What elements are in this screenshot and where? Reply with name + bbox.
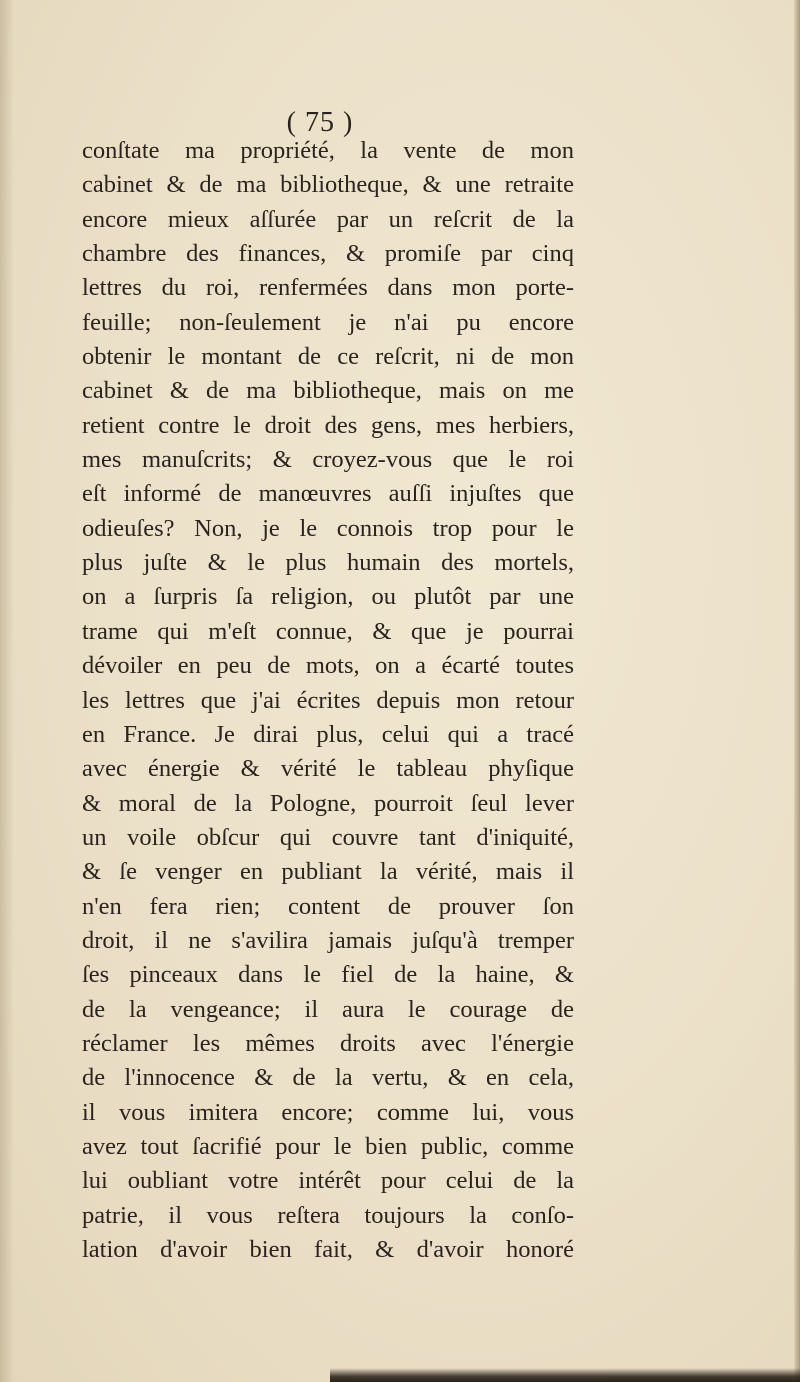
text-line: lui oubliant votre intérêt pour celui de la: [82, 1167, 574, 1195]
text-line: avec énergie & vérité le tableau phyſique: [82, 755, 574, 783]
text-line: odieuſes? Non, je le connois trop pour le: [82, 514, 574, 542]
text-line: il vous imitera encore; comme lui, vous: [82, 1098, 574, 1126]
page-bottom-edge: [330, 1368, 800, 1382]
text-line: en France. Je dirai plus, celui qui a tracé: [82, 720, 574, 748]
text-line: de la vengeance; il aura le courage de: [82, 995, 574, 1023]
text-line: trame qui m'eſt connue, & que je pourrai: [82, 617, 574, 645]
text-line: dévoiler en peu de mots, on a écarté toutes: [82, 652, 574, 680]
text-line: n'en fera rien; content de prouver ſon: [82, 892, 574, 920]
page-number: ( 75 ): [286, 107, 354, 138]
text-line: droit, il ne s'avilira jamais juſqu'à tremper: [82, 926, 574, 954]
text-line: cabinet & de ma bibliotheque, mais on me: [82, 377, 574, 405]
text-line: & ſe venger en publiant la vérité, mais il: [82, 858, 574, 886]
page-right-edge: [794, 0, 800, 1382]
text-line: de l'innocence & de la vertu, & en cela,: [82, 1064, 574, 1092]
text-line: avez tout ſacrifié pour le bien public, comme: [82, 1132, 574, 1160]
text-line: les lettres que j'ai écrites depuis mon retour: [82, 686, 574, 714]
text-line: retient contre le droit des gens, mes herbiers,: [82, 411, 574, 439]
text-line: lettres du roi, renfermées dans mon porte-: [82, 274, 574, 302]
text-line: feuille; non-ſeulement je n'ai pu encore: [82, 308, 574, 336]
text-line: conſtate ma propriété, la vente de mon: [82, 137, 574, 164]
text-line: patrie, il vous reſtera toujours la conſo-: [82, 1201, 574, 1229]
page-gutter-shadow: [0, 0, 14, 1382]
text-line: réclamer les mêmes droits avec l'énergie: [82, 1029, 574, 1057]
text-line: plus juſte & le plus humain des mortels,: [82, 549, 574, 577]
text-line: cabinet & de ma bibliotheque, & une retraite: [82, 171, 574, 199]
body-text: [82, 134, 574, 1267]
text-line: obtenir le montant de ce reſcrit, ni de mon: [82, 343, 574, 371]
text-line: un voile obſcur qui couvre tant d'iniquité,: [82, 823, 574, 851]
text-line: encore mieux aſſurée par un reſcrit de la: [82, 205, 574, 233]
text-line: eſt informé de manœuvres auſſi injuſtes que: [82, 480, 574, 508]
text-line: chambre des finances, & promiſe par cinq: [82, 240, 574, 268]
text-line: on a ſurpris ſa religion, ou plutôt par une: [82, 583, 574, 611]
text-line: ſes pinceaux dans le fiel de la haine, &: [82, 961, 574, 989]
text-line: & moral de la Pologne, pourroit ſeul lever: [82, 789, 574, 817]
text-line: lation d'avoir bien fait, & d'avoir honoré: [82, 1236, 574, 1263]
text-line: mes manuſcrits; & croyez-vous que le roi: [82, 446, 574, 474]
